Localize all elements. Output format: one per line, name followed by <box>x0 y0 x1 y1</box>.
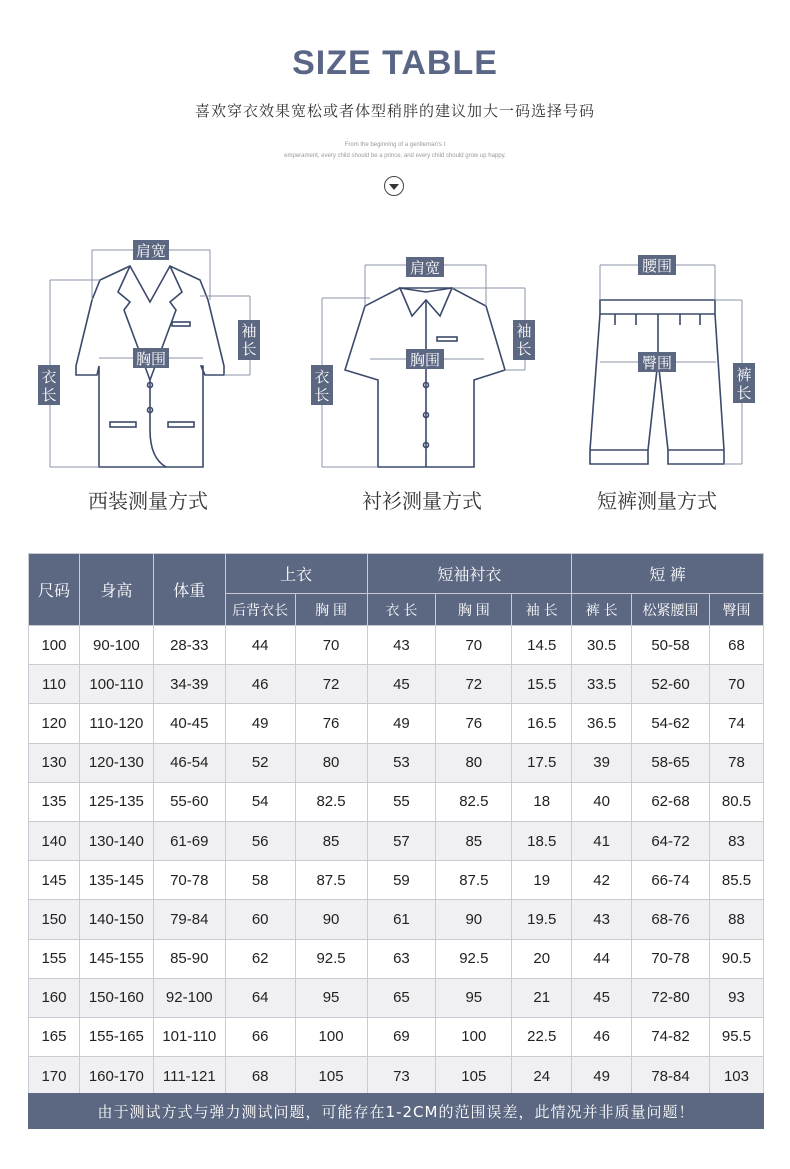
table-cell: 49 <box>225 704 295 743</box>
table-cell: 135 <box>29 782 80 821</box>
table-cell: 95 <box>436 978 512 1017</box>
table-cell: 17.5 <box>512 743 572 782</box>
table-cell: 130-140 <box>79 821 153 860</box>
table-cell: 43 <box>572 900 632 939</box>
table-cell: 80 <box>295 743 367 782</box>
table-cell: 79-84 <box>153 900 225 939</box>
table-cell: 140 <box>29 821 80 860</box>
table-cell: 61 <box>367 900 436 939</box>
table-cell: 100-110 <box>79 665 153 704</box>
table-cell: 21 <box>512 978 572 1017</box>
table-cell: 72 <box>436 665 512 704</box>
table-cell: 110-120 <box>79 704 153 743</box>
table-cell: 66 <box>225 1017 295 1056</box>
table-cell: 140-150 <box>79 900 153 939</box>
table-cell: 46-54 <box>153 743 225 782</box>
table-cell: 62-68 <box>632 782 710 821</box>
suit-caption: 西装测量方式 <box>88 489 208 513</box>
shorts-diagram <box>590 255 755 464</box>
table-cell: 92.5 <box>436 939 512 978</box>
suit-front-hem <box>150 380 166 467</box>
shorts-caption: 短裤测量方式 <box>597 489 717 513</box>
table-cell: 64-72 <box>632 821 710 860</box>
table-cell: 165 <box>29 1017 80 1056</box>
table-row <box>29 978 764 1017</box>
table-cell: 20 <box>512 939 572 978</box>
table-row <box>29 939 764 978</box>
table-cell: 53 <box>367 743 436 782</box>
table-cell: 64 <box>225 978 295 1017</box>
table-cell: 95.5 <box>709 1017 763 1056</box>
table-cell: 33.5 <box>572 665 632 704</box>
shirt-caption: 衬衫测量方式 <box>362 489 482 513</box>
table-cell: 105 <box>295 1057 367 1096</box>
size-table-body <box>29 626 764 1096</box>
table-cell: 65 <box>367 978 436 1017</box>
table-cell: 24 <box>512 1057 572 1096</box>
table-cell: 100 <box>295 1017 367 1056</box>
table-cell: 90.5 <box>709 939 763 978</box>
table-row <box>29 626 764 665</box>
table-cell: 56 <box>225 821 295 860</box>
table-cell: 19.5 <box>512 900 572 939</box>
table-row <box>29 861 764 900</box>
table-cell: 14.5 <box>512 626 572 665</box>
table-cell: 85-90 <box>153 939 225 978</box>
subheader: 胸 围 <box>436 594 512 626</box>
table-row <box>29 1017 764 1056</box>
table-cell: 150-160 <box>79 978 153 1017</box>
table-cell: 52-60 <box>632 665 710 704</box>
suit-sleeve-label-2: 长 <box>241 340 257 358</box>
tagline-line-2: emperament, every child should be a prince, and every child should grow up happy. <box>284 153 506 159</box>
size-table <box>28 553 764 1096</box>
table-cell: 76 <box>436 704 512 743</box>
table-row <box>29 1057 764 1096</box>
table-cell: 101-110 <box>153 1017 225 1056</box>
table-cell: 52 <box>225 743 295 782</box>
table-cell: 19 <box>512 861 572 900</box>
table-cell: 88 <box>709 900 763 939</box>
table-cell: 34-39 <box>153 665 225 704</box>
table-cell: 55 <box>367 782 436 821</box>
table-cell: 18.5 <box>512 821 572 860</box>
subheader: 袖 长 <box>512 594 572 626</box>
suit-diagram <box>38 240 260 467</box>
table-cell: 85 <box>436 821 512 860</box>
table-cell: 72-80 <box>632 978 710 1017</box>
shirt-shoulder-label: 肩宽 <box>409 259 441 277</box>
suit-length-label-1: 衣 <box>41 368 57 386</box>
table-cell: 90-100 <box>79 626 153 665</box>
table-cell: 120-130 <box>79 743 153 782</box>
table-cell: 76 <box>295 704 367 743</box>
table-cell: 92-100 <box>153 978 225 1017</box>
header-weight: 体重 <box>153 554 225 626</box>
header-group-shirt: 短袖衬衣 <box>367 554 572 594</box>
shorts-length-label-2: 长 <box>736 384 752 402</box>
suit-length-label-2: 长 <box>41 386 57 404</box>
table-row <box>29 665 764 704</box>
table-cell: 68 <box>225 1057 295 1096</box>
table-cell: 63 <box>367 939 436 978</box>
table-cell: 22.5 <box>512 1017 572 1056</box>
table-cell: 120 <box>29 704 80 743</box>
table-cell: 145 <box>29 861 80 900</box>
table-cell: 72 <box>295 665 367 704</box>
shirt-chest-label: 胸围 <box>409 351 441 369</box>
table-cell: 78 <box>709 743 763 782</box>
shorts-length-label-1: 裤 <box>736 366 752 384</box>
table-cell: 78-84 <box>632 1057 710 1096</box>
table-cell: 80.5 <box>709 782 763 821</box>
table-cell: 105 <box>436 1057 512 1096</box>
suit-sleeve-label-1: 袖 <box>241 322 257 340</box>
table-cell: 73 <box>367 1057 436 1096</box>
table-cell: 43 <box>367 626 436 665</box>
suit-shoulder-label: 肩宽 <box>135 242 167 260</box>
table-cell: 62 <box>225 939 295 978</box>
subheader: 胸 围 <box>295 594 367 626</box>
table-cell: 85 <box>295 821 367 860</box>
table-cell: 155 <box>29 939 80 978</box>
table-cell: 46 <box>225 665 295 704</box>
header-height: 身高 <box>79 554 153 626</box>
tagline-line-1: From the beginning of a gentleman's t <box>344 142 446 148</box>
table-cell: 74-82 <box>632 1017 710 1056</box>
footer-notice: 由于测试方式与弹力测试问题，可能存在1-2CM的范围误差，此情况并非质量问题！ <box>28 1093 764 1129</box>
table-cell: 82.5 <box>295 782 367 821</box>
table-cell: 111-121 <box>153 1057 225 1096</box>
table-cell: 125-135 <box>79 782 153 821</box>
table-cell: 130 <box>29 743 80 782</box>
table-cell: 69 <box>367 1017 436 1056</box>
table-cell: 150 <box>29 900 80 939</box>
table-cell: 110 <box>29 665 80 704</box>
table-cell: 61-69 <box>153 821 225 860</box>
table-cell: 70 <box>709 665 763 704</box>
table-cell: 68-76 <box>632 900 710 939</box>
shirt-outline <box>345 288 505 467</box>
table-row <box>29 704 764 743</box>
table-cell: 100 <box>436 1017 512 1056</box>
table-cell: 70-78 <box>153 861 225 900</box>
table-cell: 45 <box>572 978 632 1017</box>
table-cell: 44 <box>225 626 295 665</box>
table-cell: 90 <box>436 900 512 939</box>
subheader: 松紧腰围 <box>632 594 710 626</box>
table-cell: 92.5 <box>295 939 367 978</box>
table-cell: 46 <box>572 1017 632 1056</box>
table-cell: 49 <box>367 704 436 743</box>
table-cell: 70-78 <box>632 939 710 978</box>
subheader: 后背衣长 <box>225 594 295 626</box>
table-cell: 44 <box>572 939 632 978</box>
suit-chest-label: 胸围 <box>135 350 167 368</box>
table-cell: 54 <box>225 782 295 821</box>
table-cell: 60 <box>225 900 295 939</box>
table-cell: 87.5 <box>436 861 512 900</box>
table-cell: 58-65 <box>632 743 710 782</box>
table-cell: 80 <box>436 743 512 782</box>
subheader: 臀围 <box>709 594 763 626</box>
shorts-waist-label: 腰围 <box>641 257 673 275</box>
table-cell: 50-58 <box>632 626 710 665</box>
table-cell: 49 <box>572 1057 632 1096</box>
header-group-jacket: 上衣 <box>225 554 367 594</box>
shorts-outline <box>590 300 724 464</box>
table-cell: 40 <box>572 782 632 821</box>
table-cell: 16.5 <box>512 704 572 743</box>
table-cell: 83 <box>709 821 763 860</box>
table-cell: 103 <box>709 1057 763 1096</box>
table-cell: 155-165 <box>79 1017 153 1056</box>
shirt-length-label-1: 衣 <box>314 368 330 386</box>
table-cell: 70 <box>295 626 367 665</box>
table-cell: 59 <box>367 861 436 900</box>
chevron-down-icon[interactable] <box>384 176 404 196</box>
table-cell: 45 <box>367 665 436 704</box>
table-row <box>29 900 764 939</box>
header-size: 尺码 <box>29 554 80 626</box>
table-cell: 18 <box>512 782 572 821</box>
table-cell: 160-170 <box>79 1057 153 1096</box>
table-cell: 42 <box>572 861 632 900</box>
table-cell: 95 <box>295 978 367 1017</box>
page-title: SIZE TABLE <box>292 44 498 82</box>
measurement-diagrams <box>0 230 790 480</box>
header-group-shorts: 短 裤 <box>572 554 764 594</box>
table-cell: 54-62 <box>632 704 710 743</box>
table-cell: 87.5 <box>295 861 367 900</box>
subheader: 裤 长 <box>572 594 632 626</box>
table-row <box>29 782 764 821</box>
table-cell: 57 <box>367 821 436 860</box>
table-cell: 41 <box>572 821 632 860</box>
table-cell: 40-45 <box>153 704 225 743</box>
table-row <box>29 821 764 860</box>
shirt-length-label-2: 长 <box>314 386 330 404</box>
table-cell: 90 <box>295 900 367 939</box>
table-cell: 85.5 <box>709 861 763 900</box>
table-cell: 55-60 <box>153 782 225 821</box>
table-cell: 135-145 <box>79 861 153 900</box>
table-cell: 68 <box>709 626 763 665</box>
table-cell: 58 <box>225 861 295 900</box>
table-cell: 28-33 <box>153 626 225 665</box>
subheader: 衣 长 <box>367 594 436 626</box>
table-cell: 170 <box>29 1057 80 1096</box>
table-row <box>29 743 764 782</box>
table-cell: 30.5 <box>572 626 632 665</box>
table-cell: 160 <box>29 978 80 1017</box>
shirt-sleeve-label-1: 袖 <box>516 322 532 340</box>
table-cell: 66-74 <box>632 861 710 900</box>
table-cell: 39 <box>572 743 632 782</box>
table-cell: 74 <box>709 704 763 743</box>
shirt-sleeve-label-2: 长 <box>516 340 532 358</box>
shirt-diagram <box>311 257 535 467</box>
size-advice: 喜欢穿衣效果宽松或者体型稍胖的建议加大一码选择号码 <box>194 102 595 120</box>
table-cell: 145-155 <box>79 939 153 978</box>
table-cell: 100 <box>29 626 80 665</box>
table-cell: 82.5 <box>436 782 512 821</box>
table-cell: 15.5 <box>512 665 572 704</box>
shorts-hip-label: 臀围 <box>641 354 673 372</box>
table-cell: 70 <box>436 626 512 665</box>
table-cell: 36.5 <box>572 704 632 743</box>
table-cell: 93 <box>709 978 763 1017</box>
